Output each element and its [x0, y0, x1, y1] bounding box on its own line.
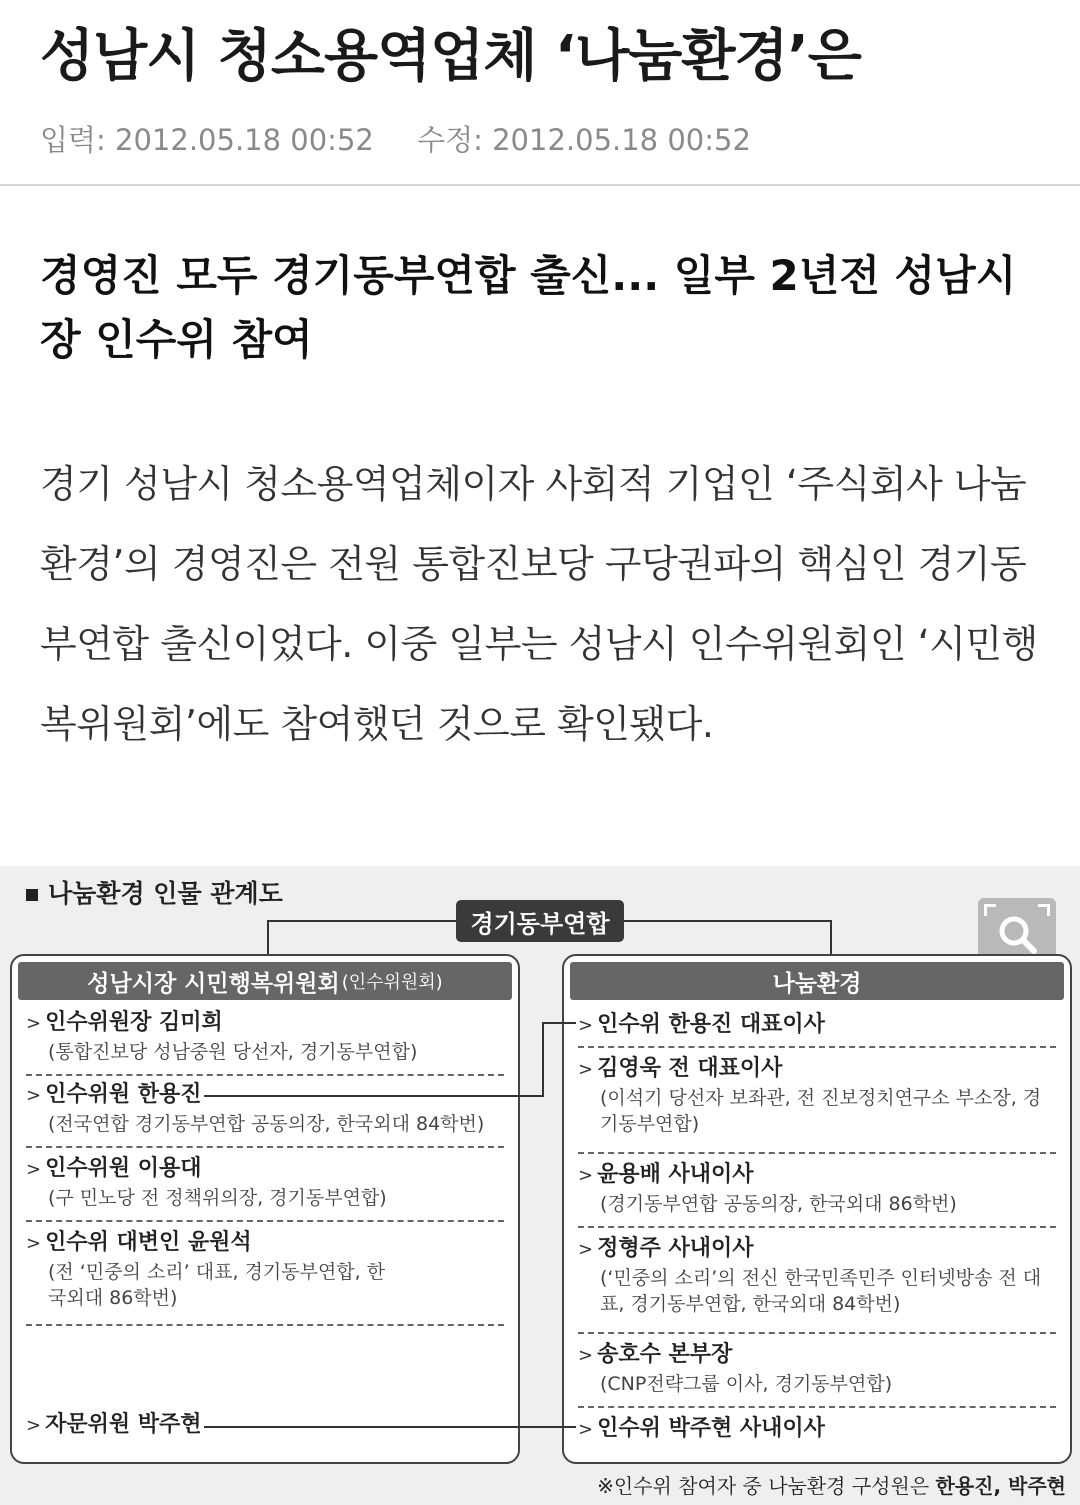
dashed-divider [578, 1226, 1056, 1228]
dashed-divider [26, 1220, 504, 1222]
person-entry: > 정형주 사내이사 (‘민중의 소리’의 전신 한국민족민주 인터넷방송 전 대표, 경기동부연합, 한국외대 84학번) [578, 1236, 1042, 1315]
person-entry: > 인수위 박주현 사내이사 [578, 1416, 825, 1441]
connector-line [624, 920, 832, 922]
dashed-divider [26, 1324, 504, 1326]
connector-line [542, 1022, 544, 1097]
arrow-icon: > [578, 1059, 594, 1080]
arrow-icon: > [26, 1233, 42, 1254]
person-entry: > 인수위원장 김미희 (통합진보당 성남중원 당선자, 경기동부연합) [26, 1010, 418, 1063]
center-label: 경기동부연합 [456, 900, 624, 942]
person-entry: > 인수위 한용진 대표이사 [578, 1012, 825, 1037]
arrow-icon: > [578, 1015, 594, 1036]
dashed-divider [26, 1146, 504, 1148]
arrow-icon: > [26, 1085, 42, 1106]
magnifier-icon [996, 914, 1040, 956]
person-entry: > 김영욱 전 대표이사 (이석기 당선자 보좌관, 전 진보정치연구소 부소장, 경기동부연합) [578, 1056, 1042, 1135]
dashed-divider [578, 1332, 1056, 1334]
person-entry: > 송호수 본부장 (CNP전략그룹 이사, 경기동부연합) [578, 1342, 893, 1395]
dashed-divider [26, 1074, 504, 1076]
dashed-divider [578, 1406, 1056, 1408]
connector-line [267, 920, 269, 954]
modified-date: 수정: 2012.05.18 00:52 [417, 123, 751, 157]
person-entry: > 인수위 대변인 윤원석 (전 ‘민중의 소리’ 대표, 경기동부연합, 한국외대 86학번) [26, 1230, 386, 1309]
divider [0, 184, 1080, 186]
figure-footnote: ※인수위 참여자 중 나눔환경 구성원은 한용진, 박주현 [597, 1474, 1066, 1498]
person-entry: > 인수위원 이용대 (구 민노당 전 정책위의장, 경기동부연합) [26, 1156, 387, 1209]
person-entry: > 인수위원 한용진 (전국연합 경기동부연합 공동의장, 한국외대 84학번) [26, 1082, 485, 1135]
connector-line [204, 1426, 576, 1428]
article-title: 성남시 청소용역업체 ‘나눔환경’은 [40, 24, 861, 89]
panel-nanum [562, 954, 1072, 1464]
connector-line [267, 920, 456, 922]
arrow-icon: > [26, 1013, 42, 1034]
article-lead: 경기 성남시 청소용역업체이자 사회적 기업인 ‘주식회사 나눔환경’의 경영진은 전원 통합진보당 구당권파의 핵심인 경기동부연합 출신이었다. 이중 일부는 성남시 인수위원회인 ‘시민행복위원회’에도 참여했던 것으로 확인됐다. [40, 462, 1038, 746]
arrow-icon: > [578, 1345, 594, 1366]
connector-line [542, 1022, 576, 1024]
article-meta [40, 118, 751, 159]
arrow-icon: > [578, 1419, 594, 1440]
panel-header: 성남시장 시민행복위원회 (인수위원회) [18, 962, 512, 1000]
panel-committee [10, 954, 520, 1464]
person-entry: > 윤용배 사내이사 (경기동부연합 공동의장, 한국외대 86학번) [578, 1162, 957, 1215]
arrow-icon: > [578, 1165, 594, 1186]
square-bullet-icon [26, 889, 38, 901]
published-date: 입력: 2012.05.18 00:52 [40, 123, 374, 157]
connector-line [830, 920, 832, 954]
relationship-diagram-image[interactable] [0, 866, 1080, 1505]
arrow-icon: > [26, 1415, 42, 1436]
arrow-icon: > [26, 1159, 42, 1180]
panel-header: 나눔환경 [570, 962, 1064, 1000]
dashed-divider [578, 1152, 1056, 1154]
figure-title: 나눔환경 인물 관계도 [26, 874, 283, 910]
dashed-divider [578, 1046, 1056, 1048]
person-entry: > 자문위원 박주현 [26, 1412, 202, 1437]
connector-line [204, 1095, 544, 1097]
arrow-icon: > [578, 1239, 594, 1260]
article-subtitle: 경영진 모두 경기동부연합 출신... 일부 2년전 성남시장 인수위 참여 [40, 251, 1017, 364]
